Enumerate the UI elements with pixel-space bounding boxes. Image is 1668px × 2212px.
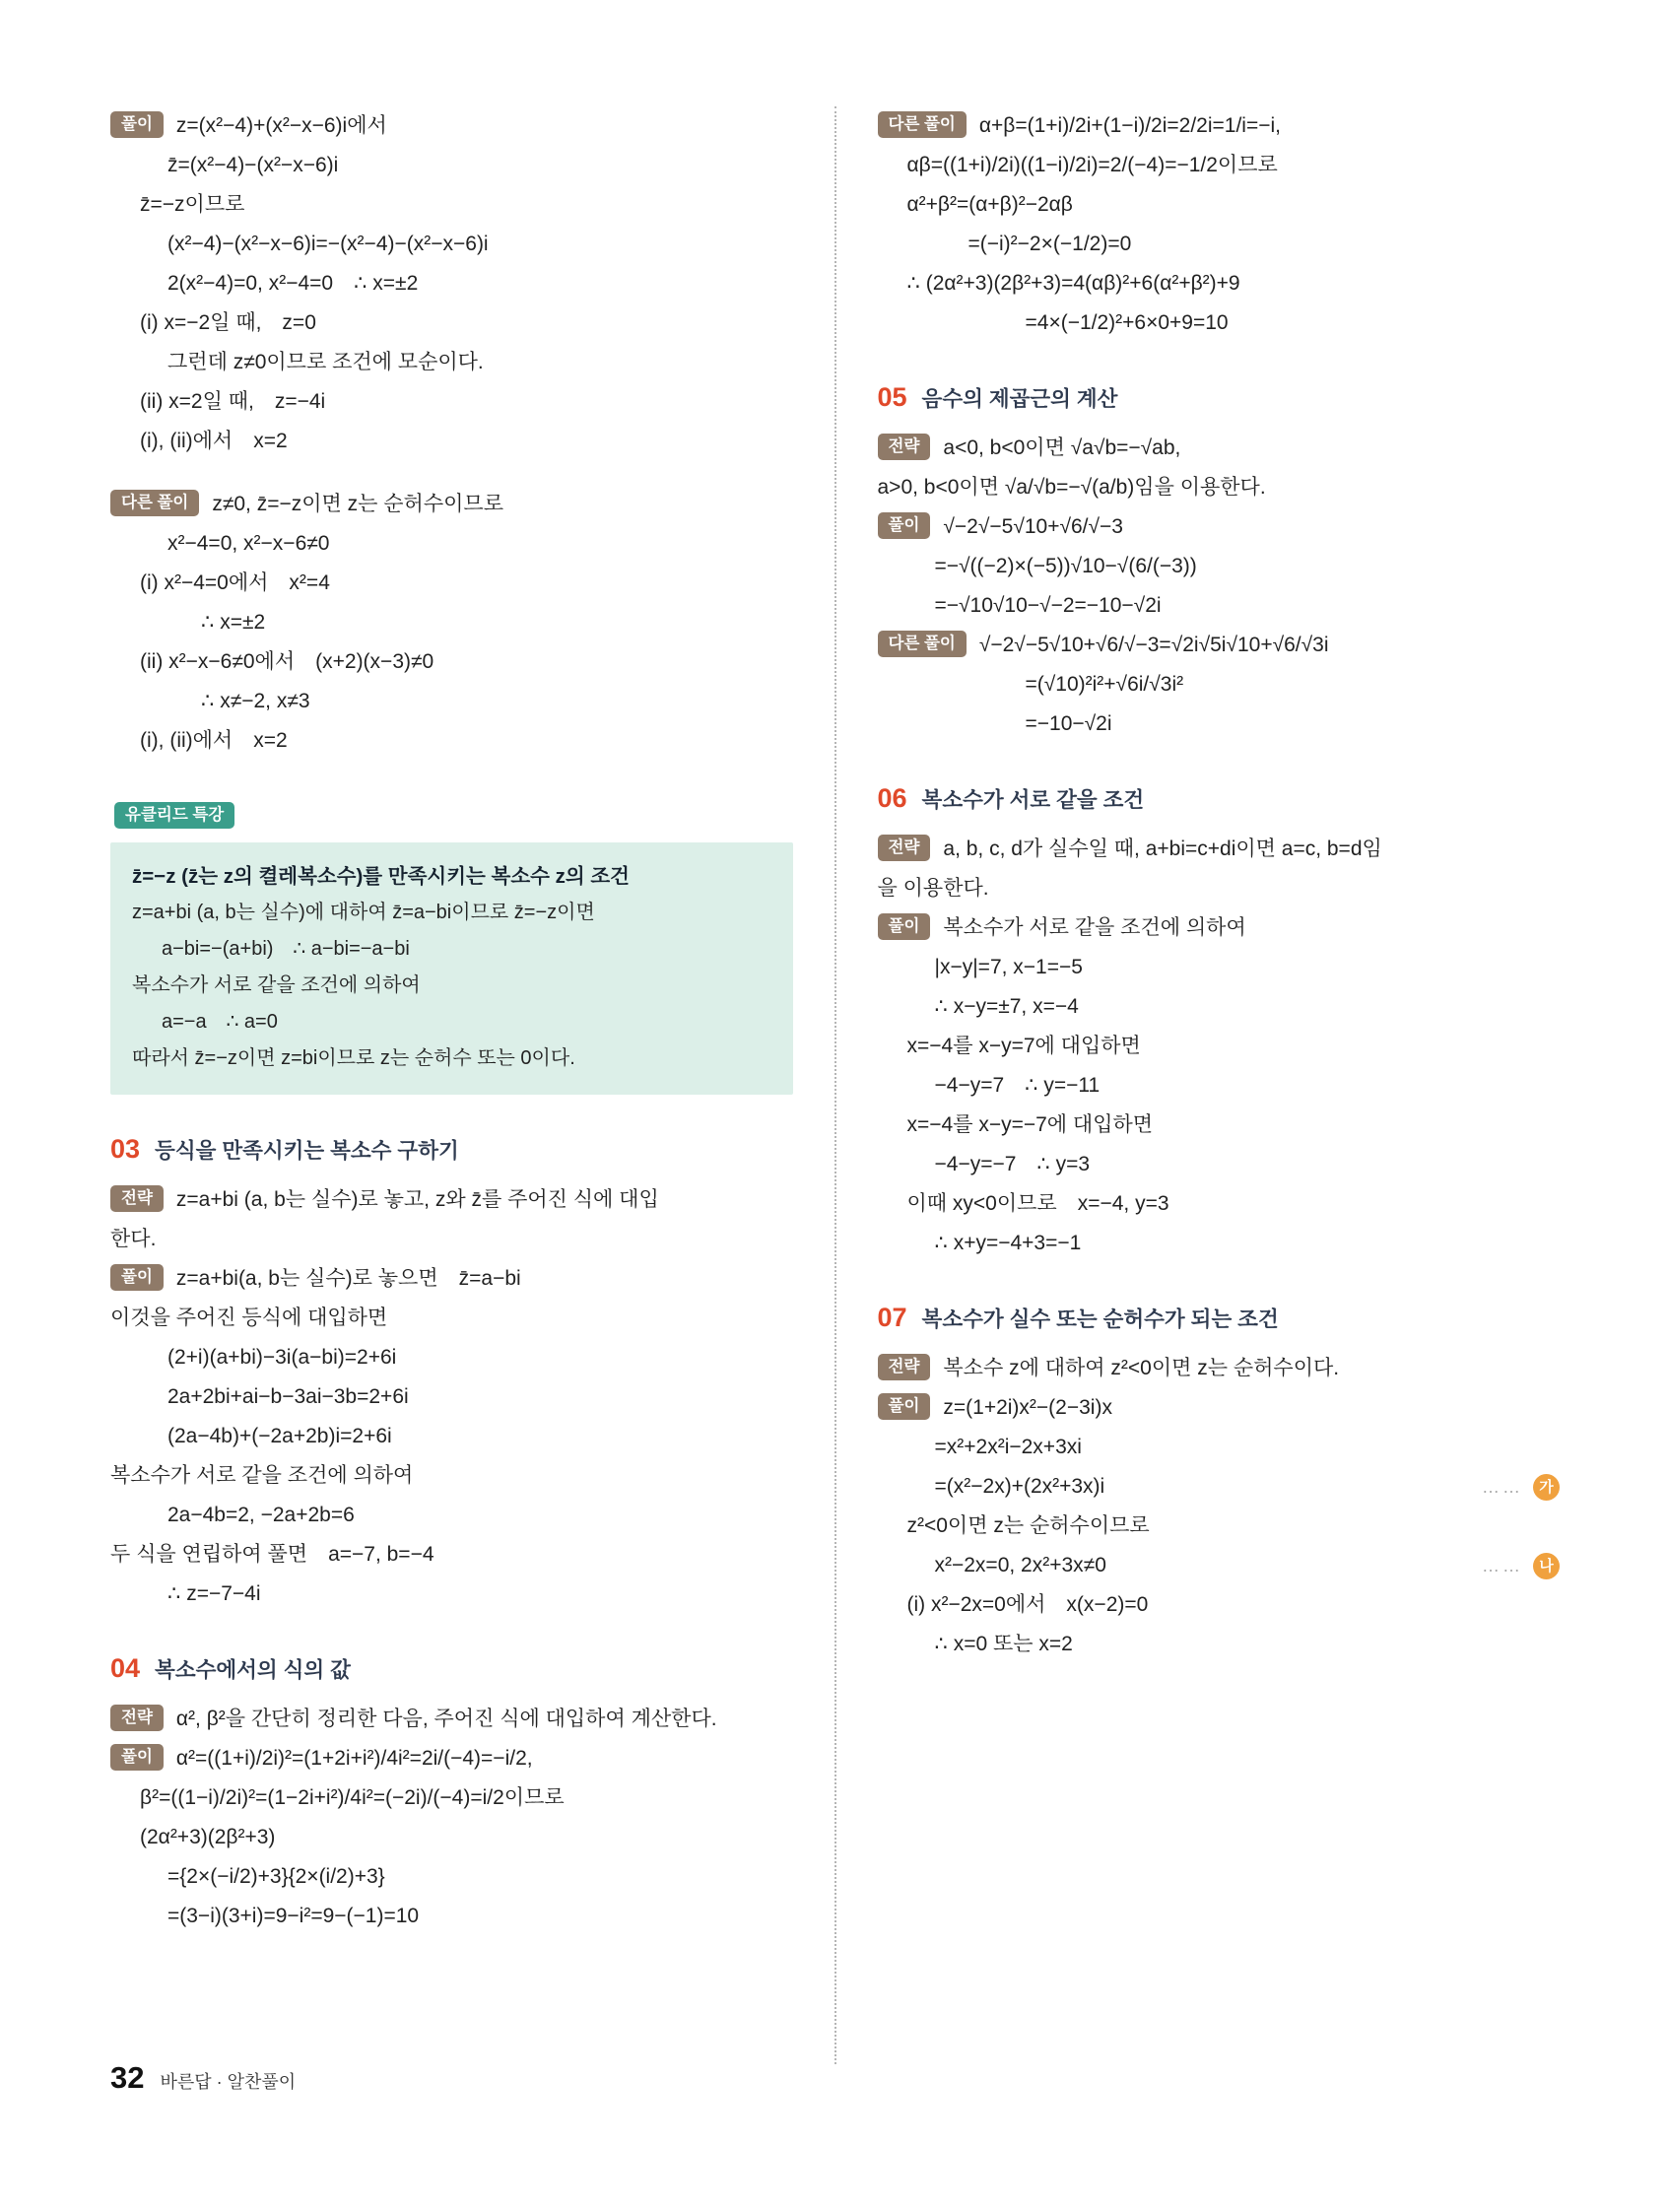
section-header	[110, 1653, 793, 1684]
solution-line	[110, 1818, 793, 1857]
solution-line	[110, 146, 793, 185]
solution-line	[878, 507, 1561, 547]
line-text: (i), (ii)에서 x=2	[140, 430, 288, 452]
section-number: 03	[110, 1134, 141, 1164]
solution-line	[110, 1535, 793, 1575]
badge-alt: 다른 풀이	[878, 631, 967, 657]
solution-line	[110, 264, 793, 303]
line-text: a>0, b<0이면 √a/√b=−√(a/b)임을 이용한다.	[877, 476, 1266, 499]
solution-line	[878, 665, 1561, 704]
section-title: 복소수에서의 식의 값	[155, 1658, 351, 1682]
circled-mark: 나	[1533, 1553, 1560, 1579]
line-text: =−10−√2i	[1025, 712, 1112, 735]
badge-strategy: 전략	[110, 1185, 164, 1212]
special-lecture-box	[110, 842, 793, 1095]
line-text: a−bi=−(a+bi) ∴ a−bi=−a−bi	[162, 938, 410, 960]
solution-line	[878, 1507, 1561, 1546]
section-title: 복소수가 실수 또는 순허수가 되는 조건	[921, 1307, 1279, 1331]
solution-line	[110, 225, 793, 264]
line-text: α²+β²=(α+β)²−2αβ	[906, 193, 1073, 216]
solution-line	[878, 1224, 1561, 1263]
solution-line	[110, 485, 793, 524]
solution-line	[878, 1625, 1561, 1664]
section-header	[110, 1134, 793, 1165]
line-text: ∴ z=−7−4i	[167, 1582, 261, 1605]
line-text: (2+i)(a+bi)−3i(a−bi)=2+6i	[167, 1346, 397, 1369]
section-header	[878, 382, 1561, 413]
solution-line	[878, 1066, 1561, 1106]
solution-line	[110, 1338, 793, 1377]
line-text: 따라서 z̄=−z이면 z=bi이므로 z는 순허수 또는 0이다.	[132, 1047, 575, 1069]
line-text: (ii) x=2일 때, z=−4i	[140, 390, 326, 413]
section-05	[878, 382, 1561, 744]
solution-line	[878, 704, 1561, 744]
line-text: α²=((1+i)/2i)²=(1+2i+i²)/4i²=2i/(−4)=−i/2,	[175, 1747, 533, 1770]
section-number: 05	[877, 382, 907, 412]
solution-line	[110, 106, 793, 146]
solution-line	[878, 468, 1561, 507]
solution-line	[132, 931, 771, 968]
solution-line	[110, 1377, 793, 1417]
solution-line	[878, 106, 1561, 146]
section-number: 07	[877, 1303, 907, 1332]
solution-line	[878, 225, 1561, 264]
line-text: =(x²−2x)+(2x²+3x)i	[934, 1475, 1105, 1498]
solution-line	[878, 586, 1561, 626]
solution-line	[878, 1106, 1561, 1145]
solution-line	[878, 547, 1561, 586]
solution-line	[878, 626, 1561, 665]
line-text: ∴ x+y=−4+3=−1	[934, 1232, 1082, 1254]
solution-line	[132, 1004, 771, 1040]
solution-line	[878, 1388, 1561, 1428]
line-text: z=(1+2i)x²−(2−3i)x	[943, 1396, 1112, 1419]
solution-line	[110, 1220, 793, 1259]
section-03	[110, 1134, 793, 1614]
line-text: 한다.	[110, 1228, 157, 1250]
line-text: ∴ (2α²+3)(2β²+3)=4(αβ)²+6(α²+β²)+9	[906, 272, 1240, 295]
dots-leader: ……	[1482, 1477, 1523, 1497]
section-title: 복소수가 서로 같을 조건	[921, 788, 1145, 812]
line-text: (i) x=−2일 때, z=0	[140, 311, 316, 334]
solution-line	[110, 382, 793, 422]
badge-solution: 풀이	[878, 913, 931, 940]
solution-line	[878, 908, 1561, 948]
line-text: z̄=−z이므로	[140, 193, 245, 216]
line-text: z=a+bi (a, b는 실수)에 대하여 z̄=a−bi이므로 z̄=−z이면	[132, 902, 595, 923]
solution-line	[110, 1259, 793, 1299]
line-text: −4−y=7 ∴ y=−11	[934, 1074, 1101, 1097]
solution-line	[110, 303, 793, 343]
solution-line	[110, 682, 793, 721]
solution-line	[878, 830, 1561, 869]
badge-solution: 풀이	[110, 111, 164, 138]
left-column	[110, 106, 793, 2064]
solution-line	[110, 1897, 793, 1936]
dots-leader: ……	[1482, 1556, 1523, 1575]
line-text: x²−4=0, x²−x−6≠0	[167, 532, 330, 555]
page-number: 32	[110, 2060, 145, 2095]
badge-strategy: 전략	[878, 434, 931, 460]
solution-line	[878, 869, 1561, 908]
special-block	[110, 802, 793, 1095]
line-text: x²−2x=0, 2x²+3x≠0	[934, 1554, 1106, 1576]
solution-line	[878, 185, 1561, 225]
line-text: x=−4를 x−y=−7에 대입하면	[906, 1113, 1154, 1136]
line-text: ∴ x=±2	[201, 611, 266, 634]
solution-line	[132, 1040, 771, 1077]
right-column	[878, 106, 1561, 2064]
line-text: 복소수가 서로 같을 조건에 의하여	[132, 974, 421, 996]
badge-strategy: 전략	[878, 1354, 931, 1380]
solution-line	[132, 895, 771, 931]
line-text: 이것을 주어진 등식에 대입하면	[110, 1307, 388, 1329]
section-title: 등식을 만족시키는 복소수 구하기	[155, 1139, 459, 1163]
line-text: β²=((1−i)/2i)²=(1−2i+i²)/4i²=(−2i)/(−4)=i/2이므로	[140, 1786, 565, 1809]
solution-line	[110, 1299, 793, 1338]
line-text: α+β=(1+i)/2i+(1−i)/2i=2/2i=1/i=−i,	[978, 114, 1281, 137]
solution-line	[878, 1428, 1561, 1467]
line-text: =−√10√10−√−2=−10−√2i	[934, 594, 1162, 617]
solution-line	[878, 1145, 1561, 1184]
line-text: a=−a ∴ a=0	[162, 1011, 278, 1033]
badge-solution: 풀이	[110, 1744, 164, 1771]
solution-line	[110, 422, 793, 461]
line-text: =(3−i)(3+i)=9−i²=9−(−1)=10	[167, 1905, 420, 1927]
solution-line	[132, 968, 771, 1004]
badge-strategy: 전략	[110, 1705, 164, 1731]
solution-line	[110, 642, 793, 682]
section-header	[878, 783, 1561, 814]
section-04	[110, 1653, 793, 1936]
plain-block	[110, 106, 793, 461]
line-text: 두 식을 연립하여 풀면 a=−7, b=−4	[110, 1543, 434, 1566]
footer-label: 바른답 · 알찬풀이	[160, 2072, 297, 2092]
badge-strategy: 전략	[878, 835, 931, 861]
solution-line	[110, 1575, 793, 1614]
line-text: =4×(−1/2)²+6×0+9=10	[1025, 311, 1229, 334]
line-text: z²<0이면 z는 순허수이므로	[906, 1514, 1150, 1537]
section-07	[878, 1303, 1561, 1664]
solution-line	[110, 1417, 793, 1456]
solution-line	[878, 264, 1561, 303]
solution-line	[878, 146, 1561, 185]
badge-solution: 풀이	[110, 1264, 164, 1291]
line-text: 을 이용한다.	[877, 877, 989, 900]
line-text: ∴ x≠−2, x≠3	[201, 690, 310, 712]
solution-line	[878, 1027, 1561, 1066]
solution-line	[878, 948, 1561, 987]
badge-alt: 다른 풀이	[878, 111, 967, 138]
solution-line	[110, 1778, 793, 1818]
badge-alt: 다른 풀이	[110, 490, 199, 516]
line-text: −4−y=−7 ∴ y=3	[934, 1153, 1091, 1175]
line-text: (ii) x²−x−6≠0에서 (x+2)(x−3)≠0	[140, 650, 434, 673]
section-number: 06	[877, 783, 907, 813]
line-text: x=−4를 x−y=7에 대입하면	[906, 1035, 1141, 1057]
solution-line	[110, 524, 793, 564]
line-text: 복소수가 서로 같을 조건에 의하여	[110, 1464, 414, 1487]
line-text: a, b, c, d가 실수일 때, a+bi=c+di이면 a=c, b=d임	[943, 838, 1382, 860]
line-text: (x²−4)−(x²−x−6)i=−(x²−4)−(x²−x−6)i	[167, 233, 489, 255]
line-text: (2α²+3)(2β²+3)	[140, 1826, 276, 1848]
line-text: =−√((−2)×(−5))√10−√(6/(−3))	[934, 555, 1197, 577]
line-text: =(−i)²−2×(−1/2)=0	[967, 233, 1132, 255]
line-text: (2a−4b)+(−2a+2b)i=2+6i	[167, 1425, 392, 1447]
line-text: 이때 xy<0이므로 x=−4, y=3	[906, 1192, 1169, 1215]
solution-line	[110, 185, 793, 225]
section-header	[878, 1303, 1561, 1333]
line-text: z=(x²−4)+(x²−x−6)i에서	[175, 114, 387, 137]
line-text: αβ=((1+i)/2i)((1−i)/2i)=2/(−4)=−1/2이므로	[906, 154, 1278, 176]
solution-line	[878, 1184, 1561, 1224]
line-text: z̄=(x²−4)−(x²−x−6)i	[167, 154, 339, 176]
special-lecture-heading: z̄=−z (z̄는 z의 켤레복소수)를 만족시키는 복소수 z의 조건	[132, 865, 630, 888]
special-lecture-badge: 유클리드 특강	[114, 802, 234, 829]
solution-line	[878, 303, 1561, 343]
line-text: (i), (ii)에서 x=2	[140, 729, 288, 752]
line-text: 2a−4b=2, −2a+2b=6	[167, 1504, 355, 1526]
solution-line	[110, 1857, 793, 1897]
line-text: ∴ x−y=±7, x=−4	[934, 995, 1079, 1018]
solution-line	[878, 987, 1561, 1027]
section-number: 04	[110, 1653, 141, 1683]
solution-line	[878, 1467, 1561, 1507]
line-text: ∴ x=0 또는 x=2	[934, 1633, 1073, 1655]
badge-solution: 풀이	[878, 1393, 931, 1420]
plain-block	[110, 485, 793, 761]
line-text: z=a+bi(a, b는 실수)로 놓으면 z̄=a−bi	[175, 1267, 521, 1290]
solution-line	[110, 603, 793, 642]
line-text: =x²+2x²i−2x+3xi	[934, 1436, 1082, 1458]
badge-solution: 풀이	[878, 512, 931, 539]
column-divider	[834, 106, 836, 2064]
line-text: a<0, b<0이면 √a√b=−√ab,	[943, 436, 1181, 459]
solution-line	[878, 1585, 1561, 1625]
solution-line	[110, 1700, 793, 1739]
circled-mark: 가	[1533, 1474, 1560, 1501]
solution-line	[110, 564, 793, 603]
solution-line	[110, 1180, 793, 1220]
line-text: =(√10)²i²+√6i/√3i²	[1025, 673, 1184, 696]
line-text: 2(x²−4)=0, x²−4=0 ∴ x=±2	[167, 272, 419, 295]
line-text: 복소수가 서로 같을 조건에 의하여	[943, 916, 1246, 939]
solution-line	[878, 1349, 1561, 1388]
plain-block	[878, 106, 1561, 343]
solution-line	[878, 1546, 1561, 1585]
solution-line	[110, 343, 793, 382]
solution-line	[110, 721, 793, 761]
solution-line	[110, 1739, 793, 1778]
section-title: 음수의 제곱근의 계산	[921, 387, 1118, 411]
line-text: 복소수 z에 대하여 z²<0이면 z는 순허수이다.	[943, 1357, 1340, 1379]
page-footer	[110, 2060, 296, 2096]
solution-line	[878, 429, 1561, 468]
solution-line	[110, 1456, 793, 1496]
line-text: √−2√−5√10+√6/√−3=√2i√5i√10+√6/√3i	[978, 634, 1329, 656]
line-text: z=a+bi (a, b는 실수)로 놓고, z와 z̄를 주어진 식에 대입	[175, 1188, 659, 1211]
line-text: 그런데 z≠0이므로 조건에 모순이다.	[167, 351, 484, 373]
line-text: (i) x²−4=0에서 x²=4	[140, 571, 330, 594]
line-text: √−2√−5√10+√6/√−3	[943, 515, 1123, 538]
section-06	[878, 783, 1561, 1263]
line-text: ={2×(−i/2)+3}{2×(i/2)+3}	[167, 1865, 385, 1888]
line-text: α², β²을 간단히 정리한 다음, 주어진 식에 대입하여 계산한다.	[175, 1708, 717, 1730]
line-text: z≠0, z̄=−z이면 z는 순허수이므로	[212, 493, 503, 515]
line-text: 2a+2bi+ai−b−3ai−3b=2+6i	[167, 1385, 409, 1408]
line-text: |x−y|=7, x−1=−5	[934, 956, 1083, 978]
solution-line	[110, 1496, 793, 1535]
line-text: (i) x²−2x=0에서 x(x−2)=0	[906, 1593, 1149, 1616]
